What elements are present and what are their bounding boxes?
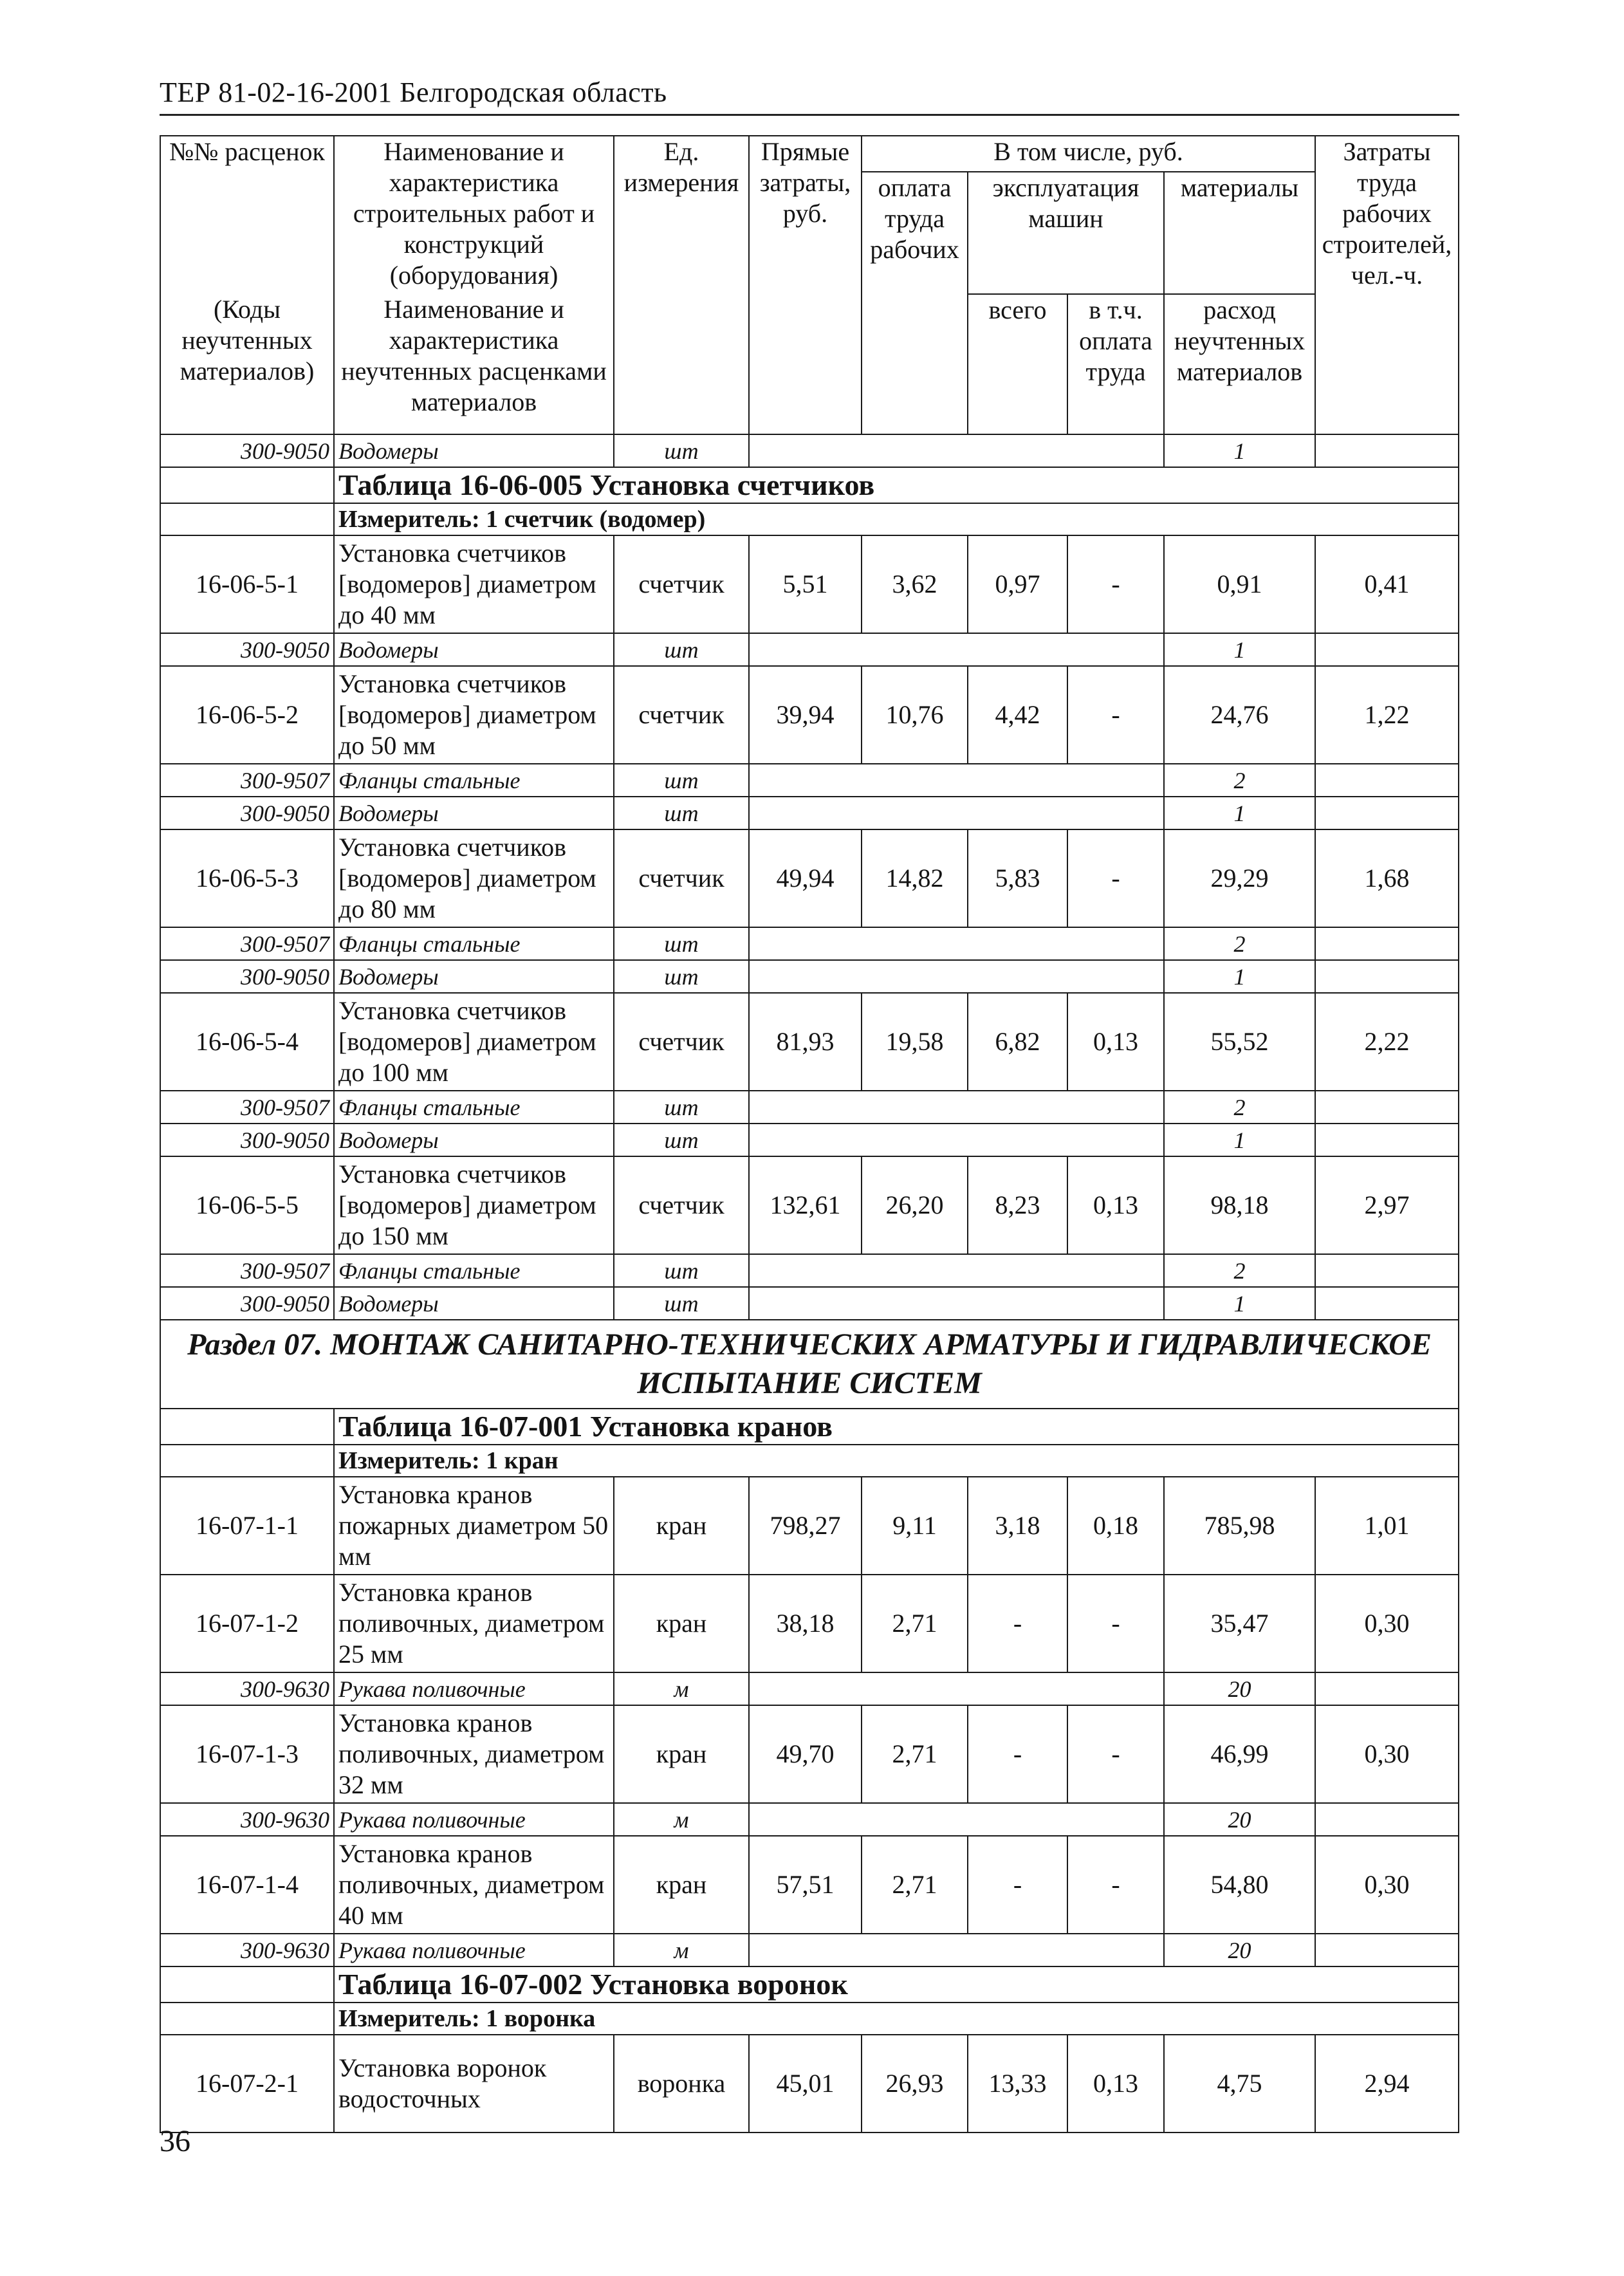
material-name: Фланцы стальные: [334, 764, 614, 797]
rate-code: 16-06-5-1: [160, 535, 334, 633]
rate-machines-total: -: [968, 1575, 1067, 1672]
col-header-direct: Прямые затраты, руб.: [749, 136, 862, 434]
empty-cell: [749, 764, 1164, 797]
rate-row: [160, 666, 1459, 764]
rate-code: 16-07-1-3: [160, 1705, 334, 1803]
section-row: [160, 1320, 1459, 1409]
empty-cell: [749, 1287, 1164, 1320]
rate-name: Установка счетчиков [водомеров] диаметром до 80 мм: [334, 829, 614, 927]
rate-labor-hours: 0,41: [1315, 535, 1459, 633]
material-row: [160, 960, 1459, 993]
material-code: 300-9507: [160, 1091, 334, 1124]
empty-cell: [1315, 1124, 1459, 1156]
rate-direct-cost: 81,93: [749, 993, 862, 1091]
rate-direct-cost: 38,18: [749, 1575, 862, 1672]
rate-code: 16-07-2-1: [160, 2035, 334, 2133]
material-name: Водомеры: [334, 960, 614, 993]
empty-cell: [160, 1966, 334, 2003]
material-unit: м: [614, 1934, 749, 1966]
empty-cell: [749, 633, 1164, 666]
col-header-rate-no: №№ расценок: [160, 136, 334, 294]
material-qty: 2: [1164, 1254, 1315, 1287]
rate-materials: 98,18: [1164, 1156, 1315, 1254]
rate-row: [160, 1477, 1459, 1575]
material-code: 300-9050: [160, 434, 334, 467]
material-unit: шт: [614, 797, 749, 829]
rate-code: 16-06-5-4: [160, 993, 334, 1091]
rate-direct-cost: 45,01: [749, 2035, 862, 2133]
material-qty: 20: [1164, 1803, 1315, 1836]
material-code: 300-9050: [160, 1287, 334, 1320]
rate-direct-cost: 5,51: [749, 535, 862, 633]
col-header-materials: материалы: [1164, 172, 1315, 262]
meter-title: Измеритель: 1 счетчик (водомер): [334, 503, 1459, 535]
rate-code: 16-07-1-1: [160, 1477, 334, 1575]
material-qty: 2: [1164, 764, 1315, 797]
material-qty: 1: [1164, 633, 1315, 666]
rate-labor-pay: 2,71: [862, 1705, 968, 1803]
material-row: [160, 633, 1459, 666]
material-name: Водомеры: [334, 1287, 614, 1320]
table-title: Таблица 16-07-002 Установка воронок: [334, 1966, 1459, 2003]
col-header-materials-sub: расход неучтенных материалов: [1164, 294, 1315, 434]
rate-name: Установка счетчиков [водомеров] диаметром до 40 мм: [334, 535, 614, 633]
empty-cell: [1315, 960, 1459, 993]
rate-unit: счетчик: [614, 993, 749, 1091]
rate-labor-hours: 2,97: [1315, 1156, 1459, 1254]
rate-labor-hours: 0,30: [1315, 1705, 1459, 1803]
rate-materials: 24,76: [1164, 666, 1315, 764]
empty-cell: [160, 2003, 334, 2035]
rate-unit: счетчик: [614, 535, 749, 633]
rate-labor-pay: 2,71: [862, 1836, 968, 1934]
material-unit: шт: [614, 927, 749, 960]
rate-direct-cost: 49,94: [749, 829, 862, 927]
material-unit: шт: [614, 434, 749, 467]
rate-code: 16-06-5-2: [160, 666, 334, 764]
empty-cell: [1315, 1803, 1459, 1836]
rate-direct-cost: 798,27: [749, 1477, 862, 1575]
table-title-row: [160, 1966, 1459, 2003]
rate-machines-total: 0,97: [968, 535, 1067, 633]
rate-machines-labor: 0,13: [1067, 993, 1164, 1091]
header-divider: [160, 114, 1459, 116]
rate-code: 16-06-5-3: [160, 829, 334, 927]
material-row: [160, 434, 1459, 467]
rate-labor-hours: 1,01: [1315, 1477, 1459, 1575]
rate-unit: кран: [614, 1705, 749, 1803]
material-row: [160, 764, 1459, 797]
table-title: Таблица 16-07-001 Установка кранов: [334, 1409, 1459, 1445]
material-qty: 2: [1164, 927, 1315, 960]
empty-cell: [160, 467, 334, 503]
rate-machines-total: 3,18: [968, 1477, 1067, 1575]
material-code: 300-9050: [160, 1124, 334, 1156]
material-row: [160, 797, 1459, 829]
rate-row: [160, 993, 1459, 1091]
rate-labor-pay: 10,76: [862, 666, 968, 764]
material-name: Рукава поливочные: [334, 1803, 614, 1836]
rate-machines-total: 4,42: [968, 666, 1067, 764]
empty-cell: [160, 1409, 334, 1445]
empty-cell: [749, 1803, 1164, 1836]
rate-row: [160, 1156, 1459, 1254]
rate-materials: 0,91: [1164, 535, 1315, 633]
rate-row: [160, 1705, 1459, 1803]
rate-machines-total: 5,83: [968, 829, 1067, 927]
empty-cell: [749, 1934, 1164, 1966]
document-header: ТЕР 81-02-16-2001 Белгородская область: [160, 77, 667, 108]
empty-cell: [1315, 1672, 1459, 1705]
material-code: 300-9630: [160, 1934, 334, 1966]
rate-machines-labor: 0,13: [1067, 1156, 1164, 1254]
rate-labor-pay: 19,58: [862, 993, 968, 1091]
material-row: [160, 1287, 1459, 1320]
rate-name: Установка кранов пожарных диаметром 50 мм: [334, 1477, 614, 1575]
rate-row: [160, 1575, 1459, 1672]
rate-machines-labor: -: [1067, 1575, 1164, 1672]
empty-cell: [1315, 434, 1459, 467]
empty-cell: [749, 927, 1164, 960]
material-row: [160, 1124, 1459, 1156]
empty-cell: [749, 434, 1164, 467]
meter-title: Измеритель: 1 кран: [334, 1445, 1459, 1477]
rate-unit: счетчик: [614, 666, 749, 764]
material-code: 300-9630: [160, 1803, 334, 1836]
material-name: Рукава поливочные: [334, 1934, 614, 1966]
rate-machines-total: 13,33: [968, 2035, 1067, 2133]
rate-labor-pay: 26,20: [862, 1156, 968, 1254]
rate-labor-hours: 0,30: [1315, 1836, 1459, 1934]
col-header-machines: эксплуатация машин: [968, 172, 1164, 262]
table-title: Таблица 16-06-005 Установка счетчиков: [334, 467, 1459, 503]
rate-direct-cost: 57,51: [749, 1836, 862, 1934]
price-table: [160, 135, 1459, 2133]
empty-cell: [160, 1445, 334, 1477]
material-qty: 1: [1164, 1124, 1315, 1156]
material-qty: 2: [1164, 1091, 1315, 1124]
section-title: Раздел 07. МОНТАЖ САНИТАРНО-ТЕХНИЧЕСКИХ АРМАТУРЫ И ГИДРАВЛИЧЕСКОЕ ИСПЫТАНИЕ СИСТЕМ: [160, 1320, 1459, 1409]
material-row: [160, 1091, 1459, 1124]
material-qty: 20: [1164, 1934, 1315, 1966]
col-header-unit: Ед. измерения: [614, 136, 749, 434]
material-unit: м: [614, 1803, 749, 1836]
material-code: 300-9050: [160, 797, 334, 829]
material-name: Водомеры: [334, 797, 614, 829]
material-name: Водомеры: [334, 633, 614, 666]
meter-row: [160, 2003, 1459, 2035]
empty-cell: [1315, 797, 1459, 829]
material-name: Фланцы стальные: [334, 927, 614, 960]
rate-unit: кран: [614, 1575, 749, 1672]
rate-unit: счетчик: [614, 1156, 749, 1254]
table-title-row: [160, 1409, 1459, 1445]
rate-materials: 29,29: [1164, 829, 1315, 927]
empty-cell: [1315, 1934, 1459, 1966]
rate-unit: счетчик: [614, 829, 749, 927]
material-qty: 20: [1164, 1672, 1315, 1705]
rate-direct-cost: 49,70: [749, 1705, 862, 1803]
rate-unit: кран: [614, 1836, 749, 1934]
rate-machines-labor: -: [1067, 829, 1164, 927]
empty-cell: [1315, 764, 1459, 797]
rate-name: Установка кранов поливочных, диаметром 40 мм: [334, 1836, 614, 1934]
empty-cell: [749, 1091, 1164, 1124]
col-header-machines-total: всего: [968, 294, 1067, 434]
material-unit: шт: [614, 1287, 749, 1320]
rate-code: 16-06-5-5: [160, 1156, 334, 1254]
material-name: Рукава поливочные: [334, 1672, 614, 1705]
empty-cell: [749, 1672, 1164, 1705]
material-name: Водомеры: [334, 434, 614, 467]
col-header-name: Наименование и характеристика строительных работ и конструкций (оборудования): [334, 136, 614, 294]
rate-direct-cost: 39,94: [749, 666, 862, 764]
table-title-row: [160, 467, 1459, 503]
col-header-name-sub: Наименование и характеристика неучтенных расценками материалов: [334, 294, 614, 434]
rate-machines-labor: -: [1067, 1836, 1164, 1934]
meter-title: Измеритель: 1 воронка: [334, 2003, 1459, 2035]
rate-labor-pay: 26,93: [862, 2035, 968, 2133]
material-row: [160, 927, 1459, 960]
meter-row: [160, 1445, 1459, 1477]
meter-row: [160, 503, 1459, 535]
empty-cell: [1315, 1254, 1459, 1287]
material-row: [160, 1254, 1459, 1287]
rate-machines-labor: 0,13: [1067, 2035, 1164, 2133]
col-header-labor: Затраты труда рабочих строителей, чел.-ч.: [1315, 136, 1459, 434]
col-header-labor-pay: оплата труда рабочих: [862, 172, 968, 434]
rate-labor-hours: 0,30: [1315, 1575, 1459, 1672]
material-code: 300-9630: [160, 1672, 334, 1705]
material-code: 300-9050: [160, 960, 334, 993]
rate-direct-cost: 132,61: [749, 1156, 862, 1254]
col-header-machines-incl: в т.ч. оплата труда: [1067, 294, 1164, 434]
rate-code: 16-07-1-2: [160, 1575, 334, 1672]
rate-name: Установка кранов поливочных, диаметром 25 мм: [334, 1575, 614, 1672]
rate-labor-hours: 1,68: [1315, 829, 1459, 927]
rate-materials: 55,52: [1164, 993, 1315, 1091]
rate-name: Установка воронок водосточных: [334, 2035, 614, 2133]
material-unit: шт: [614, 1124, 749, 1156]
empty-cell: [749, 797, 1164, 829]
rate-labor-pay: 14,82: [862, 829, 968, 927]
empty-cell: [1315, 633, 1459, 666]
material-code: 300-9507: [160, 764, 334, 797]
rate-machines-total: 6,82: [968, 993, 1067, 1091]
rate-name: Установка счетчиков [водомеров] диаметром до 150 мм: [334, 1156, 614, 1254]
material-unit: шт: [614, 633, 749, 666]
rate-name: Установка счетчиков [водомеров] диаметром до 100 мм: [334, 993, 614, 1091]
material-code: 300-9050: [160, 633, 334, 666]
material-row: [160, 1672, 1459, 1705]
rate-materials: 35,47: [1164, 1575, 1315, 1672]
material-code: 300-9507: [160, 927, 334, 960]
rate-materials: 785,98: [1164, 1477, 1315, 1575]
rate-labor-pay: 9,11: [862, 1477, 968, 1575]
rate-machines-total: -: [968, 1836, 1067, 1934]
material-unit: шт: [614, 764, 749, 797]
material-qty: 1: [1164, 434, 1315, 467]
material-qty: 1: [1164, 1287, 1315, 1320]
material-name: Фланцы стальные: [334, 1091, 614, 1124]
rate-materials: 4,75: [1164, 2035, 1315, 2133]
empty-cell: [1315, 1287, 1459, 1320]
empty-cell: [160, 503, 334, 535]
material-unit: шт: [614, 1091, 749, 1124]
rate-materials: 54,80: [1164, 1836, 1315, 1934]
rate-labor-pay: 2,71: [862, 1575, 968, 1672]
rate-unit: кран: [614, 1477, 749, 1575]
rate-labor-hours: 2,22: [1315, 993, 1459, 1091]
rate-machines-labor: -: [1067, 1705, 1164, 1803]
rate-machines-labor: -: [1067, 535, 1164, 633]
rate-machines-labor: -: [1067, 666, 1164, 764]
empty-cell: [1315, 927, 1459, 960]
col-header-rate-no-sub: (Коды неучтенных материалов): [160, 294, 334, 434]
rate-row: [160, 1836, 1459, 1934]
empty-cell: [749, 1124, 1164, 1156]
empty-cell: [749, 960, 1164, 993]
rate-unit: воронка: [614, 2035, 749, 2133]
material-name: Фланцы стальные: [334, 1254, 614, 1287]
col-header-including: В том числе, руб.: [862, 136, 1315, 172]
empty-cell: [749, 1254, 1164, 1287]
rate-row: [160, 535, 1459, 633]
rate-machines-labor: 0,18: [1067, 1477, 1164, 1575]
material-qty: 1: [1164, 960, 1315, 993]
material-row: [160, 1803, 1459, 1836]
material-unit: шт: [614, 1254, 749, 1287]
material-qty: 1: [1164, 797, 1315, 829]
rate-labor-pay: 3,62: [862, 535, 968, 633]
rate-name: Установка счетчиков [водомеров] диаметром до 50 мм: [334, 666, 614, 764]
rate-machines-total: 8,23: [968, 1156, 1067, 1254]
rate-row: [160, 2035, 1459, 2133]
material-name: Водомеры: [334, 1124, 614, 1156]
rate-labor-hours: 1,22: [1315, 666, 1459, 764]
rate-code: 16-07-1-4: [160, 1836, 334, 1934]
material-row: [160, 1934, 1459, 1966]
material-unit: м: [614, 1672, 749, 1705]
rate-machines-total: -: [968, 1705, 1067, 1803]
rate-labor-hours: 2,94: [1315, 2035, 1459, 2133]
material-unit: шт: [614, 960, 749, 993]
page-number: 36: [160, 2124, 190, 2158]
rate-name: Установка кранов поливочных, диаметром 32 мм: [334, 1705, 614, 1803]
rate-materials: 46,99: [1164, 1705, 1315, 1803]
material-code: 300-9507: [160, 1254, 334, 1287]
empty-cell: [1315, 1091, 1459, 1124]
rate-row: [160, 829, 1459, 927]
